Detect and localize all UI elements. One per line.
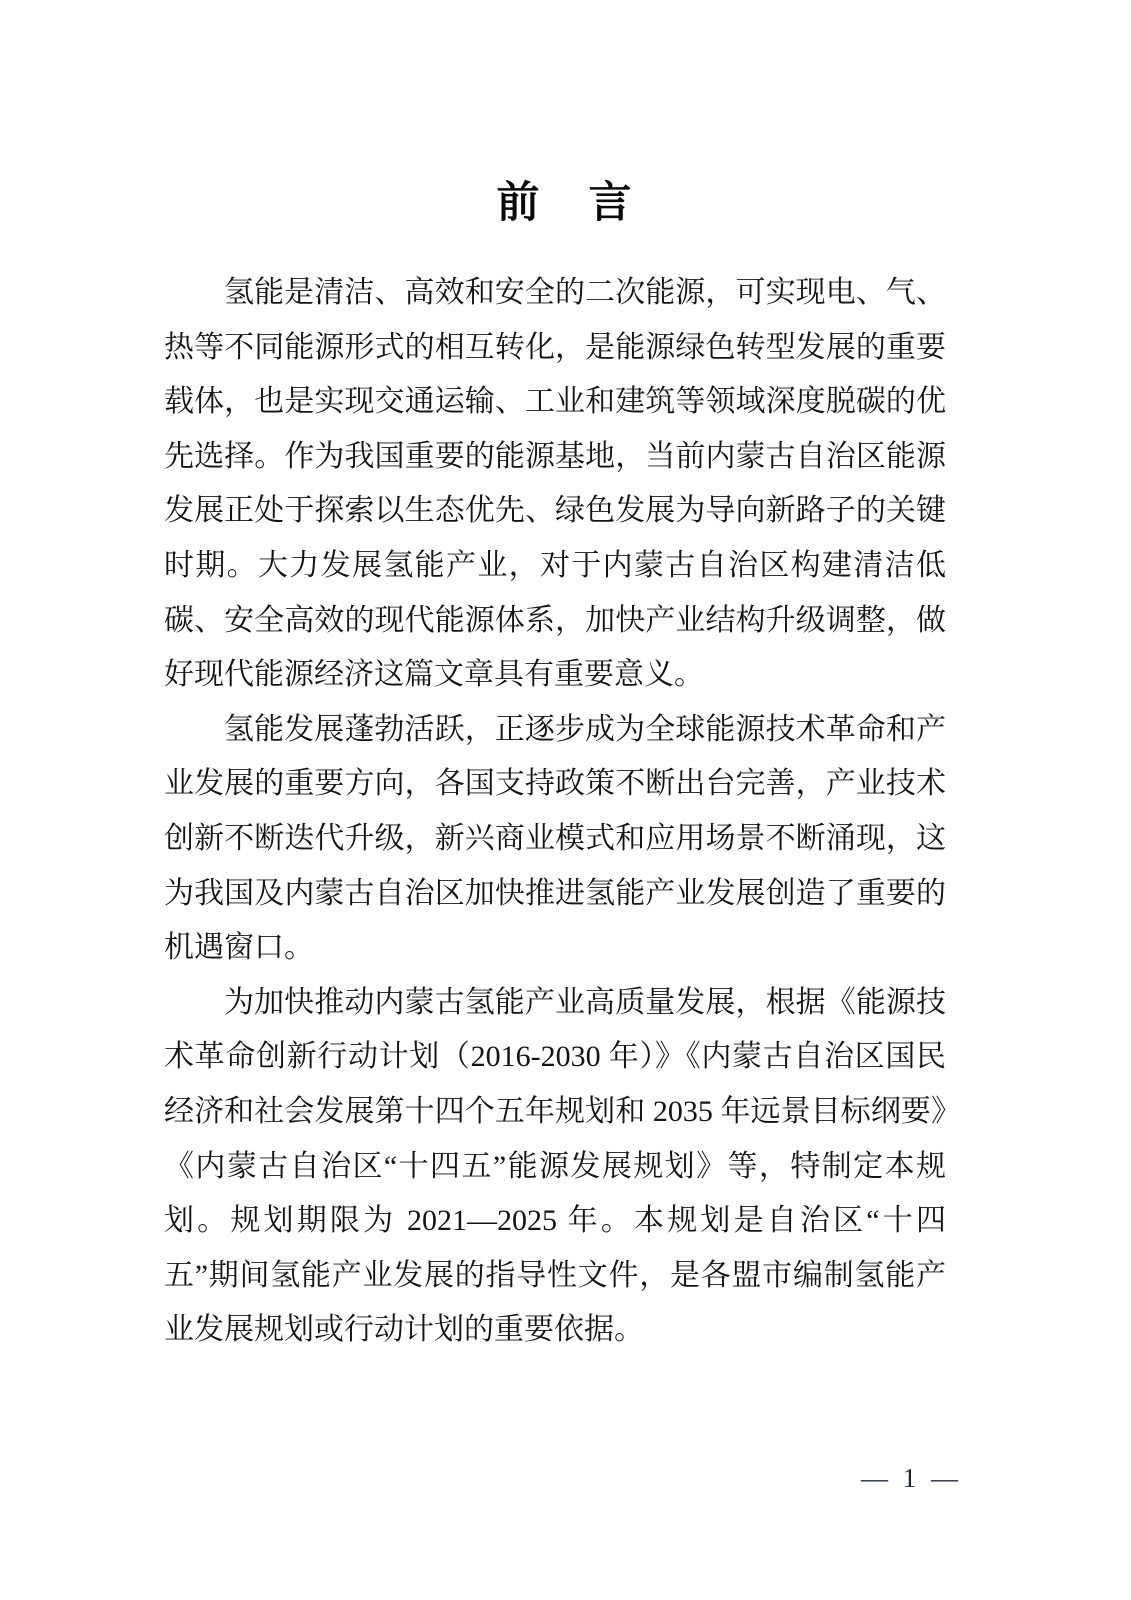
paragraph: 为加快推动内蒙古氢能产业高质量发展，根据《能源技术革命创新行动计划（2016-2030 年）》《内蒙古自治区国民经济和社会发展第十四个五年规划和 2035 年远景目标纲要》《内蒙古自治区“十四五”能源发展规划》等，特制定本规划。规划期限为 2021—2025 年。本规划是自治区“十四五”期间氢能产业发展的指导性文件，是各盟市编制氢能产业发展规划或行动计划的重要依据。	[164, 985, 946, 1347]
paragraph: 氢能是清洁、高效和安全的二次能源，可实现电、气、热等不同能源形式的相互转化，是能源绿色转型发展的重要载体，也是实现交通运输、工业和建筑等领域深度脱碳的优先选择。作为我国重要的能源基地，当前内蒙古自治区能源发展正处于探索以生态优先、绿色发展为导向新路子的关键时期。大力发展氢能产业，对于内蒙古自治区构建清洁低碳、安全高效的现代能源体系，加快产业结构升级调整，做好现代能源经济这篇文章具有重要意义。	[164, 276, 946, 692]
document-body	[164, 266, 946, 1358]
paragraph: 氢能发展蓬勃活跃，正逐步成为全球能源技术革命和产业发展的重要方向，各国支持政策不断出台完善，产业技术创新不断迭代升级，新兴商业模式和应用场景不断涌现，这为我国及内蒙古自治区加快推进氢能产业发展创造了重要的机遇窗口。	[164, 712, 946, 965]
page-title: 前 言	[496, 179, 635, 227]
page-number: — 1 —	[861, 1463, 962, 1493]
